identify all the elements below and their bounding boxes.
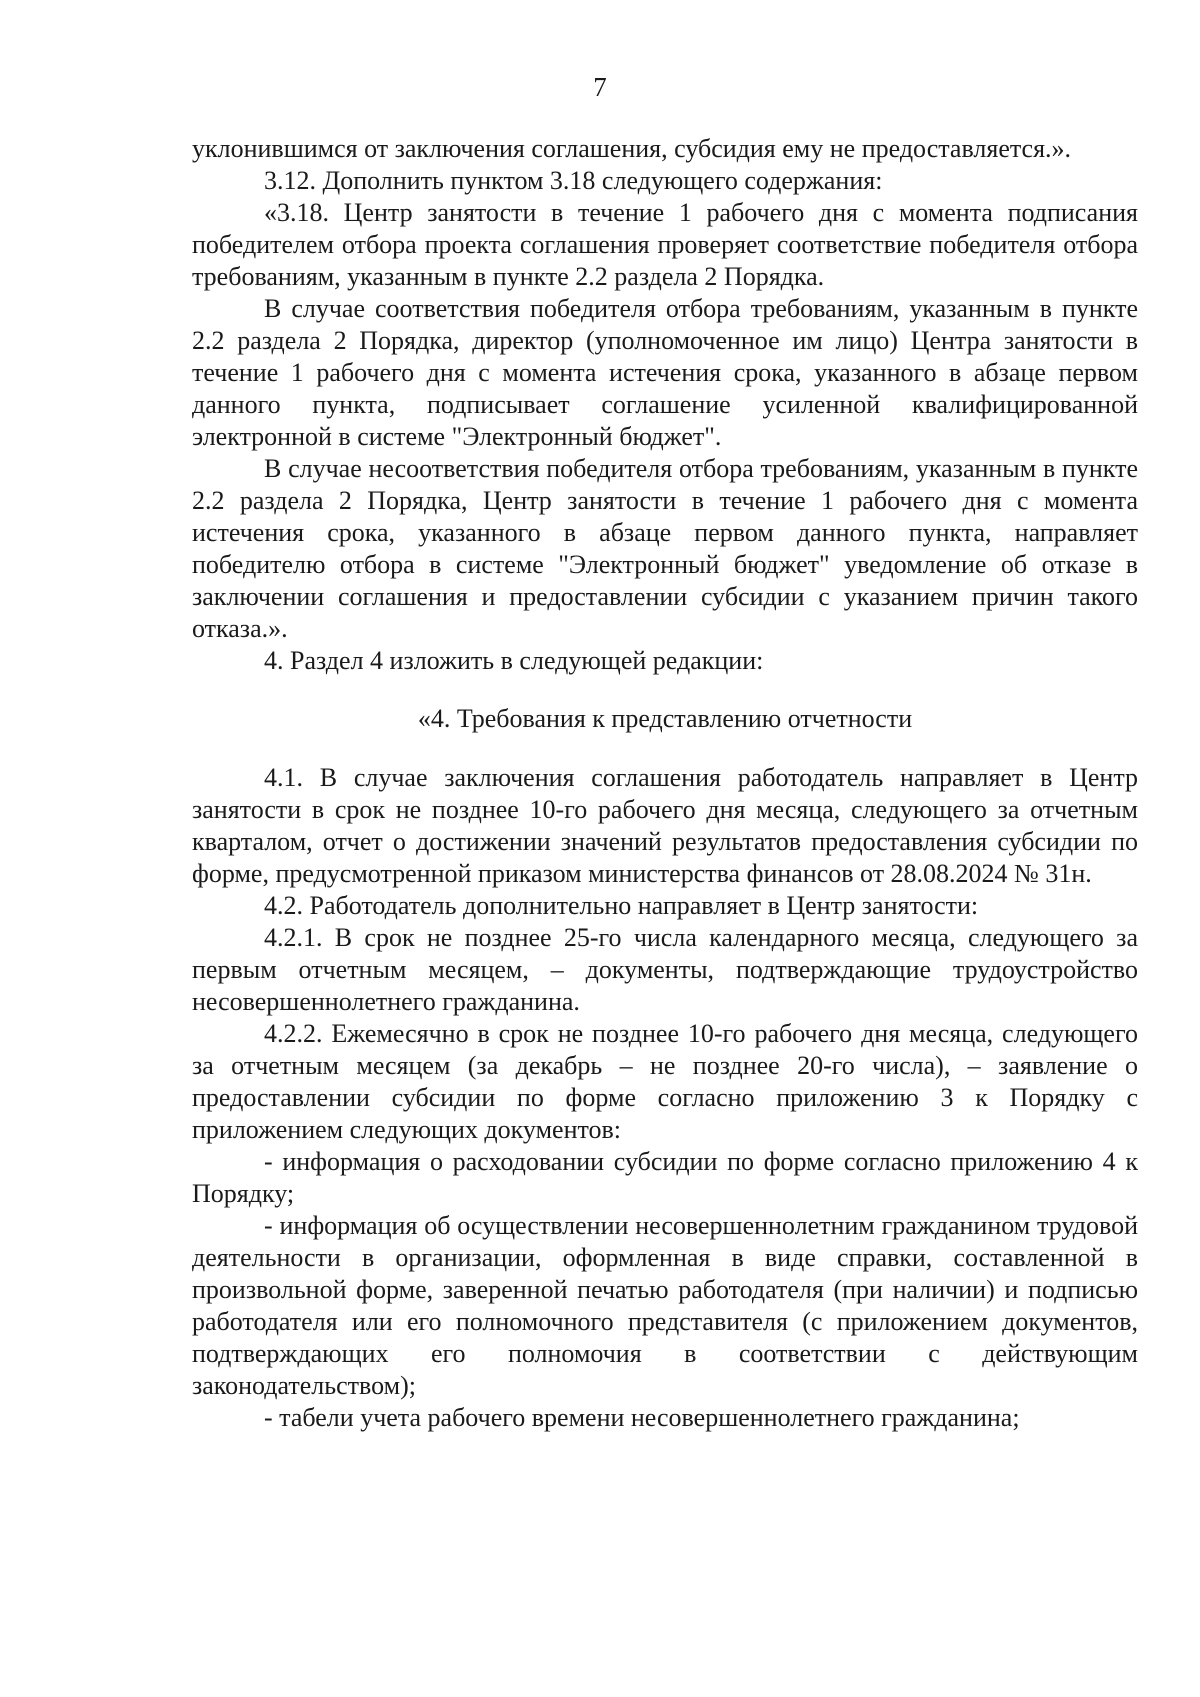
paragraph-amendment-section-4: 4. Раздел 4 изложить в следующей редакции: [264,646,764,675]
section-heading: «4. Требования к представлению отчетности [417,704,913,733]
paragraph-amendment-3-12: 3.12. Дополнить пунктом 3.18 следующего содержания: [264,166,883,195]
paragraph-compliance-case: В случае соответствия победителя отбора требованиям, указанным в пункте 2.2 раздела 2 Порядка, директор (уполномоченное им лицо) Центра занятости в течение 1 рабочего дня с момента истечения срока, указанного в абзаце первом данного пункта, подписывает соглашение усиленной квалифицированной электронной в системе "Электронный бюджет". [192,294,1138,451]
paragraph-continuation: уклонившимся от заключения соглашения, субсидия ему не предоставляется.». [192,134,1072,163]
paragraph-4-2-2: 4.2.2. Ежемесячно в срок не позднее 10-го рабочего дня месяца, следующего за отчетным месяцем (за декабрь – не позднее 20-го числа), – заявление о предоставлении субсидии по форме согласно приложению 3 к Порядку с приложением следующих документов: [192,1019,1138,1144]
list-item-employment-info: - информация об осуществлении несовершеннолетним гражданином трудовой деятельности в организации, оформленная в виде справки, составленной в произвольной форме, заверенной печатью работодателя (при наличии) и подписью работодателя или его полномочного представителя (с приложением документов, подтверждающих его полномочия в соответствии с действующим законодательством); [192,1211,1138,1400]
paragraph-clause-3-18: «3.18. Центр занятости в течение 1 рабочего дня с момента подписания победителем отбора проекта соглашения проверяет соответствие победителя отбора требованиям, указанным в пункте 2.2 раздела 2 Порядка. [192,198,1138,291]
list-item-timesheets: - табели учета рабочего времени несовершеннолетнего гражданина; [264,1403,1020,1432]
paragraph-4-2: 4.2. Работодатель дополнительно направляет в Центр занятости: [264,891,979,920]
paragraph-4-1: 4.1. В случае заключения соглашения работодатель направляет в Центр занятости в срок не позднее 10-го рабочего дня месяца, следующего за отчетным кварталом, отчет о достижении значений результатов предоставления субсидии по форме, предусмотренной приказом министерства финансов от 28.08.2024 № 31н. [192,763,1138,888]
paragraph-noncompliance-case: В случае несоответствия победителя отбора требованиям, указанным в пункте 2.2 раздела 2 Порядка, Центр занятости в течение 1 рабочего дня с момента истечения срока, указанного в абзаце первом данного пункта, направляет победителю отбора в системе "Электронный бюджет" уведомление об отказе в заключении соглашения и предоставлении субсидии с указанием причин такого отказа.». [192,454,1138,643]
paragraph-4-2-1: 4.2.1. В срок не позднее 25-го числа календарного месяца, следующего за первым отчетным месяцем, – документы, подтверждающие трудоустройство несовершеннолетнего гражданина. [192,923,1138,1016]
page-number: 7 [593,72,607,102]
list-item-expense-info: - информация о расходовании субсидии по форме согласно приложению 4 к Порядку; [192,1147,1138,1208]
document-body [192,133,1138,1434]
